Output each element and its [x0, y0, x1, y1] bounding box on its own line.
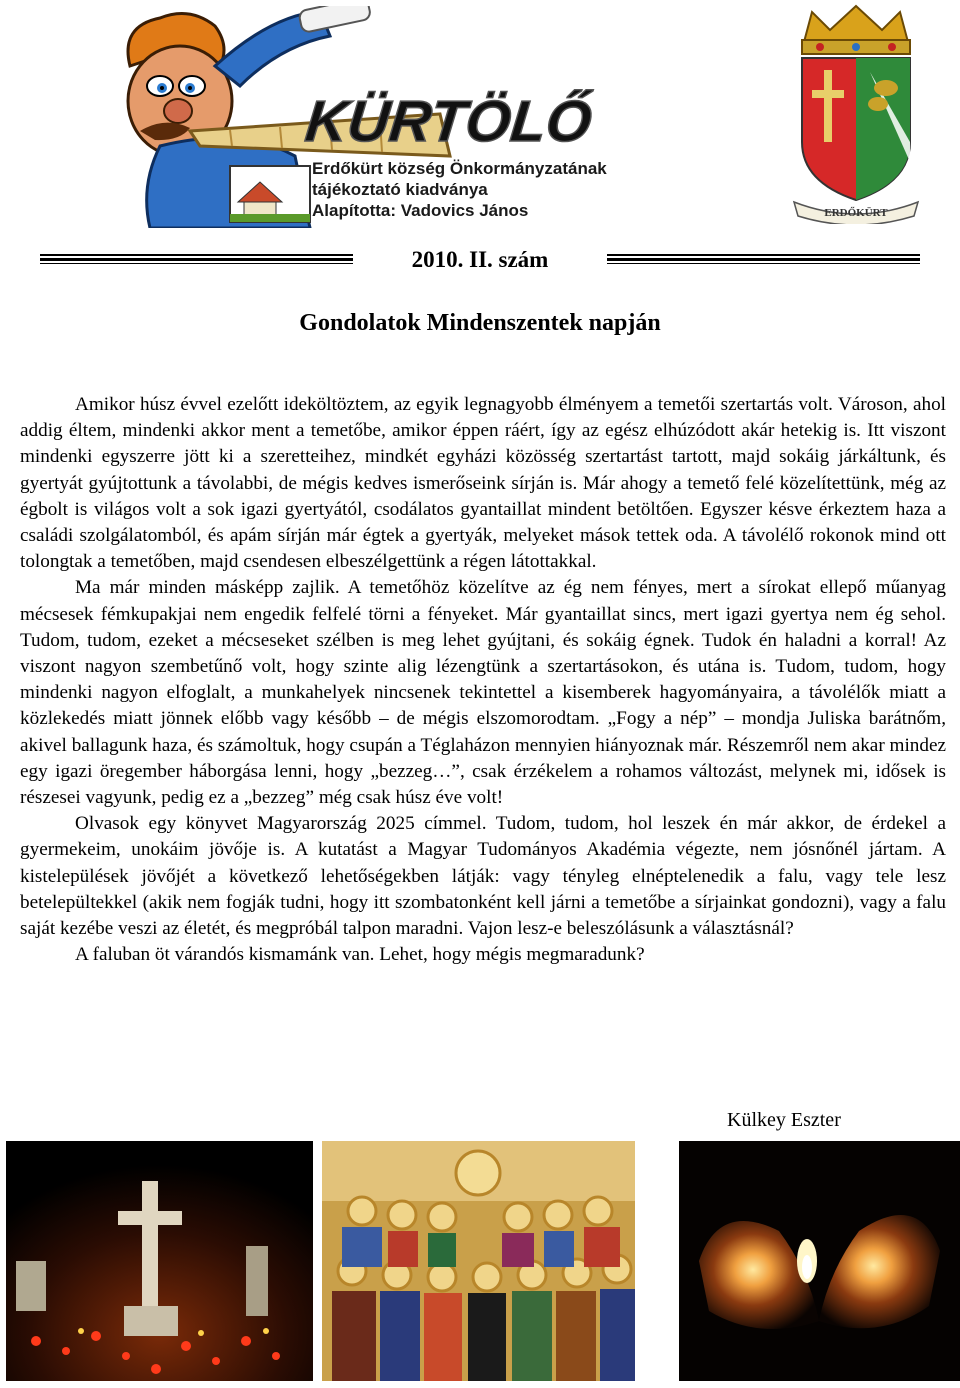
article-headline: Gondolatok Mindenszentek napján [299, 310, 661, 336]
candle-in-hands-image [679, 1141, 960, 1381]
issue-row [0, 244, 960, 276]
author-signature: Külkey Eszter [727, 1109, 841, 1131]
photo-candle-in-hands [679, 1141, 960, 1381]
cemetery-candles-image [6, 1141, 313, 1381]
photo-cemetery-candles [6, 1141, 313, 1381]
decorative-rule-right [607, 254, 920, 267]
all-saints-painting-image [322, 1141, 635, 1381]
masthead-subtitle-line-3: Alapította: Vadovics János [312, 201, 529, 220]
masthead-subtitle-line-2: tájékoztató kiadványa [312, 180, 488, 199]
photo-all-saints-painting [322, 1141, 635, 1381]
article-paragraph-3: Olvasok egy könyvet Magyarország 2025 címmel. Tudom, tudom, hol leszek én már akkor, de érdekel a gyermekeim, unokáim jövője is. A kutatást a Magyar Tudományos Akadémia végezte, nem jósnőnél jártam. A kistelepülések jövőjét a következő lehetőségekben látják: vagy tényleg elnéptelenedik a falu, vagy tele lesz betelepültekkel (akik nem fogják tudni, hogy itt szombatonként kell járni a temetőbe a sírjainkat gondozni), vagy a falu saját kezébe veszi az életét, és megpróbál talpon maradni. Vajon lesz-e beleszólásunk a választásnál? [20, 813, 946, 940]
coat-of-arms [790, 2, 922, 224]
article-paragraph-2: Ma már minden másképp zajlik. A temetőhöz közelítve az ég nem fényes, mert a sírokat ellepő műanyag mécsesek fémkupakjai nem engedik felfelé törni a fényeket. Már gyantaillat sincs, mert igazi gyertya nem ég sehol. Tudom, tudom, ezeket a mécseseket szélben is meg lehet gyújtani, és sokáig égnek. Tudok én haladni a korral! Az viszont nagyon szembetűnő volt, hogy szinte alig lézengtünk a szertartásokon, és utána is. Tudom, tudom, hogy mindenki nagyon elfoglalt, a munkahelyek nincsenek tekintettel a kisemberek hagyományaira, a távolélők miatt a közlekedés miatt jönnek előbb vagy később – de mégis elszomorodtam. „Fogy a nép” – mondja Juliska barátnőm, akivel ballagunk haza, és számoltuk, hogy csupán a Téglaházon mennyien hiányoznak már. Részemről nem akar mindez egy igazi öregember háborgása lenni, hogy „bezzeg…”, csak érzékelem a rohamos változást, melynek mi, idősek is részesei vagyunk, pedig ez a „bezzeg” még csak húsz éve volt! [20, 577, 946, 809]
article-body [20, 392, 946, 968]
masthead-subtitle-line-1: Erdőkürt község Önkormányzatának [312, 159, 607, 178]
crest-illustration [790, 2, 922, 224]
logo-word: KÜRTÖLŐ [302, 89, 595, 154]
article-paragraph-1: Amikor húsz évvel ezelőtt ideköltöztem, az egyik legnagyobb élményem a temetői szertartás volt. Városon, ahol addig éltem, mindenki akkor ment a temetőbe, amikor éppen ráért, így az egész elhúzódott akár hetekig is. Itt viszont mindenki egyszerre jött ki a szeretteihez, mindkét egyházi közösség szertartást tartott, majd sokáig járkáltunk, és gyertyát gyújtottunk a távolabbi, de mégis kedves ismerőseink sírján is. Már ahogy a temető felé közelítettünk, még az égbolt is világos volt a sok igazi gyertyától, csodálatos gyantaillat mindent betöltően. Egyszer késve érkeztem haza a családi szolgálatomból, és apám sírján már égtek a gyertyák, melyeket mások tettek oda. A távolélő rokonok mind ott tolongtak a temetőben, majd csendesen elbeszélgettünk a régen látottakkal. [20, 394, 946, 573]
crest-ribbon-text: ERDŐKÜRT [824, 207, 888, 219]
masthead-subtitle [312, 158, 607, 221]
article-paragraph-4: A faluban öt várandós kismamánk van. Lehet, hogy mégis megmaradunk? [75, 944, 645, 966]
issue-number: 2010. II. szám [411, 247, 549, 272]
